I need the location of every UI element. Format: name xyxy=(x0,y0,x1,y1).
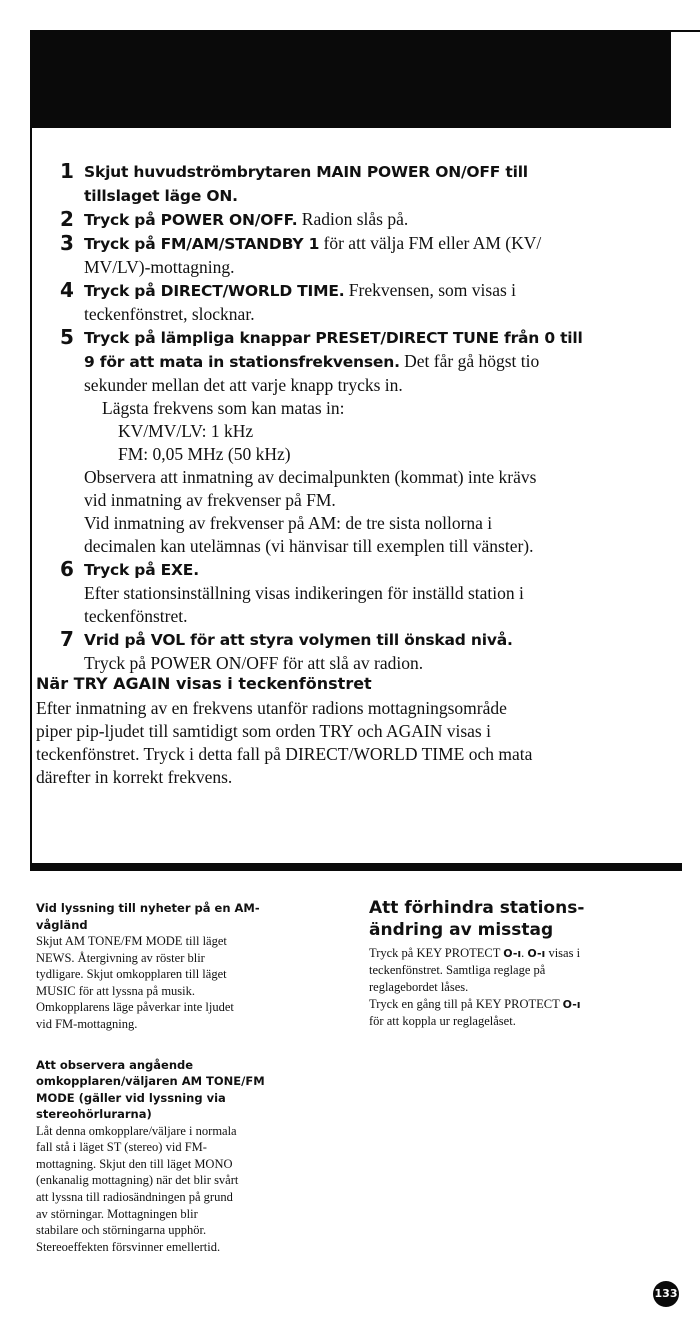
step-5 xyxy=(36,326,666,466)
body-line: Låt denna omkopplare/väljare i normala xyxy=(36,1123,237,1138)
body-line: stabilare och störningarna upphör. xyxy=(36,1223,207,1238)
heading-line: MODE (gäller vid lyssning via xyxy=(36,1090,226,1105)
step-bold: Tryck på FM/AM/STANDBY 1 xyxy=(84,235,320,253)
note-line: vid inmatning av frekvenser på FM. xyxy=(84,490,336,510)
body-line: vid FM-mottagning. xyxy=(36,1016,138,1031)
heading-line: stereohörlurarna) xyxy=(36,1107,152,1122)
body-line: för att koppla ur reglagelåset. xyxy=(369,1014,516,1028)
try-again-section xyxy=(36,672,676,789)
step-text: Det får gå högst tio xyxy=(399,351,540,371)
step-text: teckenfönstret, slocknar. xyxy=(84,304,255,324)
section-divider xyxy=(30,863,682,871)
step-number: 4 xyxy=(60,278,74,302)
body-line: Omkopplarens läge påverkar inte ljudet xyxy=(36,1000,234,1015)
step-6 xyxy=(36,558,666,628)
body-line: (enkanalig mottagning) när det blir svårt xyxy=(36,1173,239,1188)
left-edge-rule xyxy=(30,128,32,863)
body-line: av störningar. Mottagningen blir xyxy=(36,1206,198,1221)
step-bold: tillslaget läge ON. xyxy=(84,187,238,205)
key-icon: O-ı xyxy=(562,998,581,1011)
try-again-heading: När TRY AGAIN visas i teckenfönstret xyxy=(36,674,372,693)
step-1 xyxy=(36,160,666,208)
instruction-steps xyxy=(36,160,666,675)
body-line: fall stå i läget ST (stereo) vid FM- xyxy=(36,1140,207,1155)
mode-tip-body xyxy=(36,1123,326,1256)
body-line: teckenfönstret. Samtliga reglage på xyxy=(369,963,546,977)
body-text: Tryck en gång till på KEY PROTECT xyxy=(369,997,563,1011)
body-line: Stereoeffekten försvinner emellertid. xyxy=(36,1239,221,1254)
step-number: 7 xyxy=(60,627,74,651)
header-black-bar xyxy=(30,30,671,128)
page-number: 133 xyxy=(653,1281,679,1307)
step-bold: Tryck på DIRECT/WORLD TIME. xyxy=(84,282,345,300)
body-line: mottagning. Skjut den till läget MONO xyxy=(36,1156,233,1171)
heading-line: Att observera angående xyxy=(36,1057,194,1072)
news-tip-heading xyxy=(36,900,326,933)
note-line: Observera att inmatning av decimalpunkten (kommat) inte krävs xyxy=(84,467,537,487)
body-line: MUSIC för att lyssna på musik. xyxy=(36,983,196,998)
step-bold: Tryck på EXE. xyxy=(84,561,199,579)
tips-column xyxy=(36,900,326,1255)
news-tip-body xyxy=(36,933,326,1033)
key-protect-column xyxy=(369,897,669,1030)
step-5-notes xyxy=(36,466,666,558)
step-number: 2 xyxy=(60,207,74,231)
step-text: teckenfönstret. xyxy=(84,606,188,626)
key-icon: O-ı xyxy=(527,947,546,960)
heading-line: ändring av misstag xyxy=(369,920,554,940)
body-text: . xyxy=(521,946,528,960)
step-bold: Vrid på VOL för att styra volymen till önskad nivå. xyxy=(84,631,513,649)
step-text: Efter stationsinställning visas indikeringen för inställd station i xyxy=(84,583,524,603)
step-text: sekunder mellan det att varje knapp trycks in. xyxy=(84,375,403,395)
step-text: Frekvensen, som visas i xyxy=(344,280,517,300)
paragraph-line: därefter in korrekt frekvens. xyxy=(36,767,233,787)
step-bold: Tryck på POWER ON/OFF. xyxy=(84,211,298,229)
paragraph-line: Efter inmatning av en frekvens utanför radions mottagningsområde xyxy=(36,698,507,718)
mode-tip-heading xyxy=(36,1057,326,1123)
step-number: 5 xyxy=(60,325,74,349)
kv-frequency: KV/MV/LV: 1 kHz xyxy=(118,421,254,441)
fm-frequency: FM: 0,05 MHz (50 kHz) xyxy=(118,444,291,464)
key-icon: O-ı xyxy=(503,947,522,960)
step-text: MV/LV)-mottagning. xyxy=(84,257,235,277)
body-line: Skjut AM TONE/FM MODE till läget xyxy=(36,934,227,948)
key-protect-body xyxy=(369,945,669,1030)
step-4 xyxy=(36,279,666,326)
step-bold: Tryck på lämpliga knappar PRESET/DIRECT TUNE från 0 till xyxy=(84,329,583,347)
heading-line: omkopplaren/väljaren AM TONE/FM xyxy=(36,1074,265,1089)
step-3 xyxy=(36,232,666,279)
heading-line: vågländ xyxy=(36,917,88,932)
step-number: 6 xyxy=(60,557,74,581)
heading-line: Vid lyssning till nyheter på en AM- xyxy=(36,901,260,915)
step-text: för att välja FM eller AM (KV/ xyxy=(319,233,542,253)
paragraph-line: teckenfönstret. Tryck i detta fall på DIRECT/WORLD TIME och mata xyxy=(36,744,533,764)
step-text: Radion slås på. xyxy=(297,209,409,229)
step-bold: Skjut huvudströmbrytaren MAIN POWER ON/OFF till xyxy=(84,163,528,181)
key-protect-heading xyxy=(369,897,669,941)
body-text: Tryck på KEY PROTECT xyxy=(369,946,504,960)
paragraph-line: piper pip-ljudet till samtidigt som orden TRY och AGAIN visas i xyxy=(36,721,491,741)
step-bold: 9 för att mata in stationsfrekvensen. xyxy=(84,353,400,371)
note-line: decimalen kan utelämnas (vi hänvisar till exemplen till vänster). xyxy=(84,536,534,556)
step-2 xyxy=(36,208,666,232)
step-7 xyxy=(36,628,666,675)
body-text: visas i xyxy=(545,946,581,960)
body-line: reglagebordet låses. xyxy=(369,980,469,994)
step-number: 3 xyxy=(60,231,74,255)
step-number: 1 xyxy=(60,159,74,183)
body-line: tydligare. Skjut omkopplaren till läget xyxy=(36,967,227,982)
step-text: Tryck på POWER ON/OFF för att slå av radion. xyxy=(84,653,424,673)
body-line: NEWS. Återgivning av röster blir xyxy=(36,950,205,965)
lowest-frequency-label: Lägsta frekvens som kan matas in: xyxy=(102,398,345,418)
note-line: Vid inmatning av frekvenser på AM: de tre sista nollorna i xyxy=(84,513,493,533)
heading-line: Att förhindra stations- xyxy=(369,898,585,918)
body-line: att lyssna till radiosändningen på grund xyxy=(36,1189,233,1204)
